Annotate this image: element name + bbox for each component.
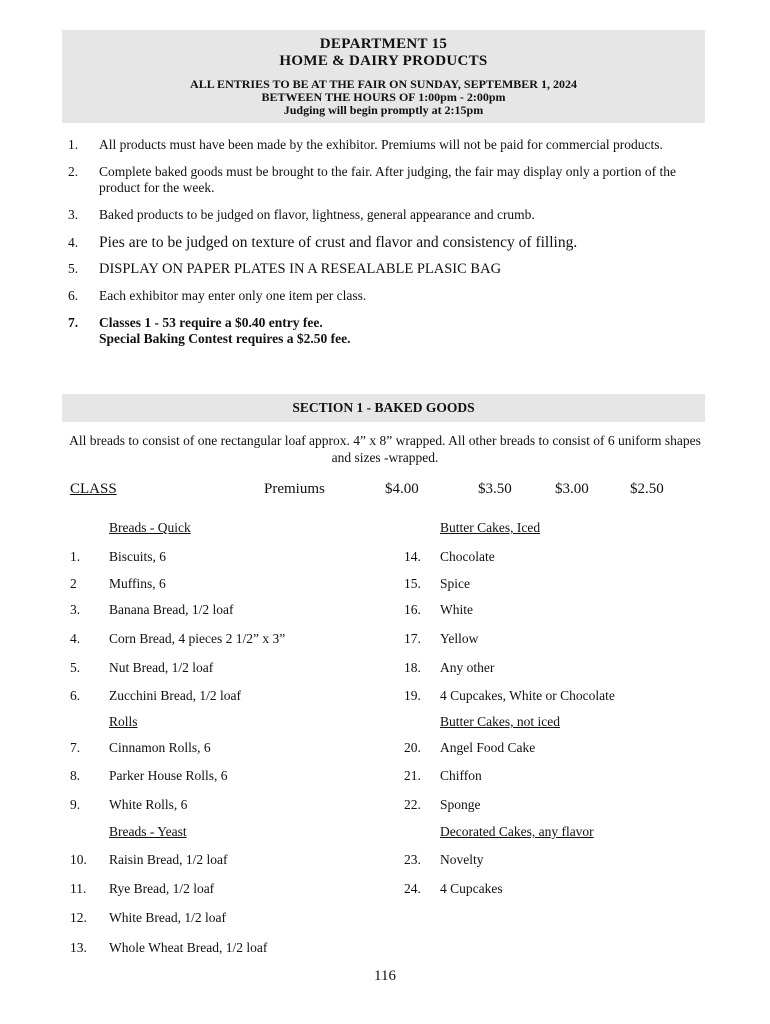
category-heading: Decorated Cakes, any flavor	[440, 824, 594, 839]
rule-number: 6.	[68, 288, 79, 303]
section-intro: All breads to consist of one rectangular loaf approx. 4” x 8” wrapped. All other breads to consist of 6 uniform shapes and sizes -wrapped.	[69, 433, 701, 465]
rule-number: 1.	[68, 137, 79, 152]
class-name: Zucchini Bread, 1/2 loaf	[109, 688, 241, 703]
rule-text: Baked products to be judged on flavor, lightness, general appearance and crumb.	[99, 207, 535, 222]
premium-amount: $3.50	[478, 481, 512, 497]
class-name: Rye Bread, 1/2 loaf	[109, 881, 215, 896]
entry-fee-text: Classes 1 - 53 require a $0.40 entry fee.	[99, 315, 323, 330]
class-number: 12.	[70, 910, 87, 925]
category-heading: Breads - Yeast	[109, 824, 187, 839]
class-number: 1.	[70, 549, 81, 564]
department-title: DEPARTMENT 15	[319, 36, 448, 52]
class-number: 8.	[70, 768, 81, 783]
class-number: 18.	[404, 660, 421, 675]
right-class-column	[404, 520, 704, 920]
rule-text: Each exhibitor may enter only one item per class.	[99, 288, 367, 303]
class-number: 19.	[404, 688, 421, 703]
rule-item	[68, 288, 688, 304]
class-number: 24.	[404, 881, 421, 896]
class-name: Nut Bread, 1/2 loaf	[109, 660, 214, 675]
class-name: Yellow	[440, 631, 479, 646]
rule-text: Complete baked goods must be brought to the fair. After judging, the fair may display only a portion of the product for the week.	[99, 164, 677, 195]
rule-item	[68, 261, 688, 277]
class-number: 17.	[404, 631, 421, 646]
rule-number: 7.	[68, 315, 79, 330]
rule-item	[68, 137, 688, 153]
class-number: 10.	[70, 852, 87, 867]
section-title: SECTION 1 - BAKED GOODS	[62, 394, 705, 422]
rule-text: All products must have been made by the exhibitor. Premiums will not be paid for commercial products.	[99, 137, 663, 152]
class-number: 4.	[70, 631, 81, 646]
class-number: 22.	[404, 797, 421, 812]
rule-text: DISPLAY ON PAPER PLATES IN A RESEALABLE PLASIC BAG	[99, 261, 502, 277]
rule-item	[68, 207, 688, 223]
class-name: White Bread, 1/2 loaf	[109, 910, 226, 925]
class-name: Chiffon	[440, 768, 482, 783]
rule-number: 2.	[68, 164, 79, 179]
class-number: 3.	[70, 602, 81, 617]
class-name: Whole Wheat Bread, 1/2 loaf	[109, 940, 268, 955]
class-name: Cinnamon Rolls, 6	[109, 740, 211, 755]
premium-amount: $4.00	[385, 481, 419, 497]
rule-text: Pies are to be judged on texture of crust and flavor and consistency of filling.	[99, 234, 578, 251]
hours-notice: BETWEEN THE HOURS OF 1:00pm - 2:00pm	[261, 90, 506, 104]
class-number: 16.	[404, 602, 421, 617]
class-number: 20.	[404, 740, 421, 755]
class-number: 11.	[70, 881, 87, 896]
class-name: Spice	[440, 576, 470, 591]
rule-item	[68, 315, 688, 347]
class-name: Biscuits, 6	[109, 549, 167, 564]
class-name: Any other	[440, 660, 495, 675]
class-name: Parker House Rolls, 6	[109, 768, 228, 783]
premium-amount: $3.00	[555, 481, 589, 497]
class-number: 14.	[404, 549, 421, 564]
premiums-label: Premiums	[264, 481, 325, 497]
department-header	[62, 30, 705, 123]
class-number: 6.	[70, 688, 81, 703]
class-name: 4 Cupcakes	[440, 881, 503, 896]
class-name: 4 Cupcakes, White or Chocolate	[440, 688, 615, 703]
class-number: 15.	[404, 576, 421, 591]
class-name: Muffins, 6	[109, 576, 166, 591]
class-number: 7.	[70, 740, 81, 755]
rule-item	[68, 164, 688, 196]
category-heading: Breads - Quick	[109, 520, 191, 535]
rule-text	[99, 315, 688, 347]
left-class-column	[70, 520, 400, 960]
rules-list	[68, 137, 688, 358]
class-name: Sponge	[440, 797, 481, 812]
entries-notice: ALL ENTRIES TO BE AT THE FAIR ON SUNDAY, SEPTEMBER 1, 2024	[190, 77, 577, 91]
premium-amount: $2.50	[630, 481, 664, 497]
class-name: Chocolate	[440, 549, 495, 564]
class-number: 21.	[404, 768, 421, 783]
judging-notice: Judging will begin promptly at 2:15pm	[283, 103, 484, 117]
page-number: 116	[374, 968, 396, 984]
class-number: 5.	[70, 660, 81, 675]
category-heading: Rolls	[109, 714, 138, 729]
class-number: 13.	[70, 940, 87, 955]
class-name: Angel Food Cake	[440, 740, 536, 755]
class-number: 9.	[70, 797, 81, 812]
department-name: HOME & DAIRY PRODUCTS	[279, 53, 488, 69]
rule-item	[68, 234, 688, 252]
class-name: White	[440, 602, 473, 617]
rule-number: 5.	[68, 261, 79, 276]
category-heading: Butter Cakes, Iced	[440, 520, 541, 535]
class-name: Corn Bread, 4 pieces 2 1/2” x 3”	[109, 631, 286, 646]
class-name: Raisin Bread, 1/2 loaf	[109, 852, 228, 867]
category-heading: Butter Cakes, not iced	[440, 714, 560, 729]
class-name: Banana Bread, 1/2 loaf	[109, 602, 234, 617]
class-label: CLASS	[70, 481, 117, 497]
rule-number: 3.	[68, 207, 79, 222]
special-fee-text: Special Baking Contest requires a $2.50 fee.	[99, 331, 351, 346]
rule-number: 4.	[68, 235, 79, 250]
class-name: Novelty	[440, 852, 484, 867]
class-name: White Rolls, 6	[109, 797, 188, 812]
class-number: 2	[70, 576, 77, 591]
class-number: 23.	[404, 852, 421, 867]
